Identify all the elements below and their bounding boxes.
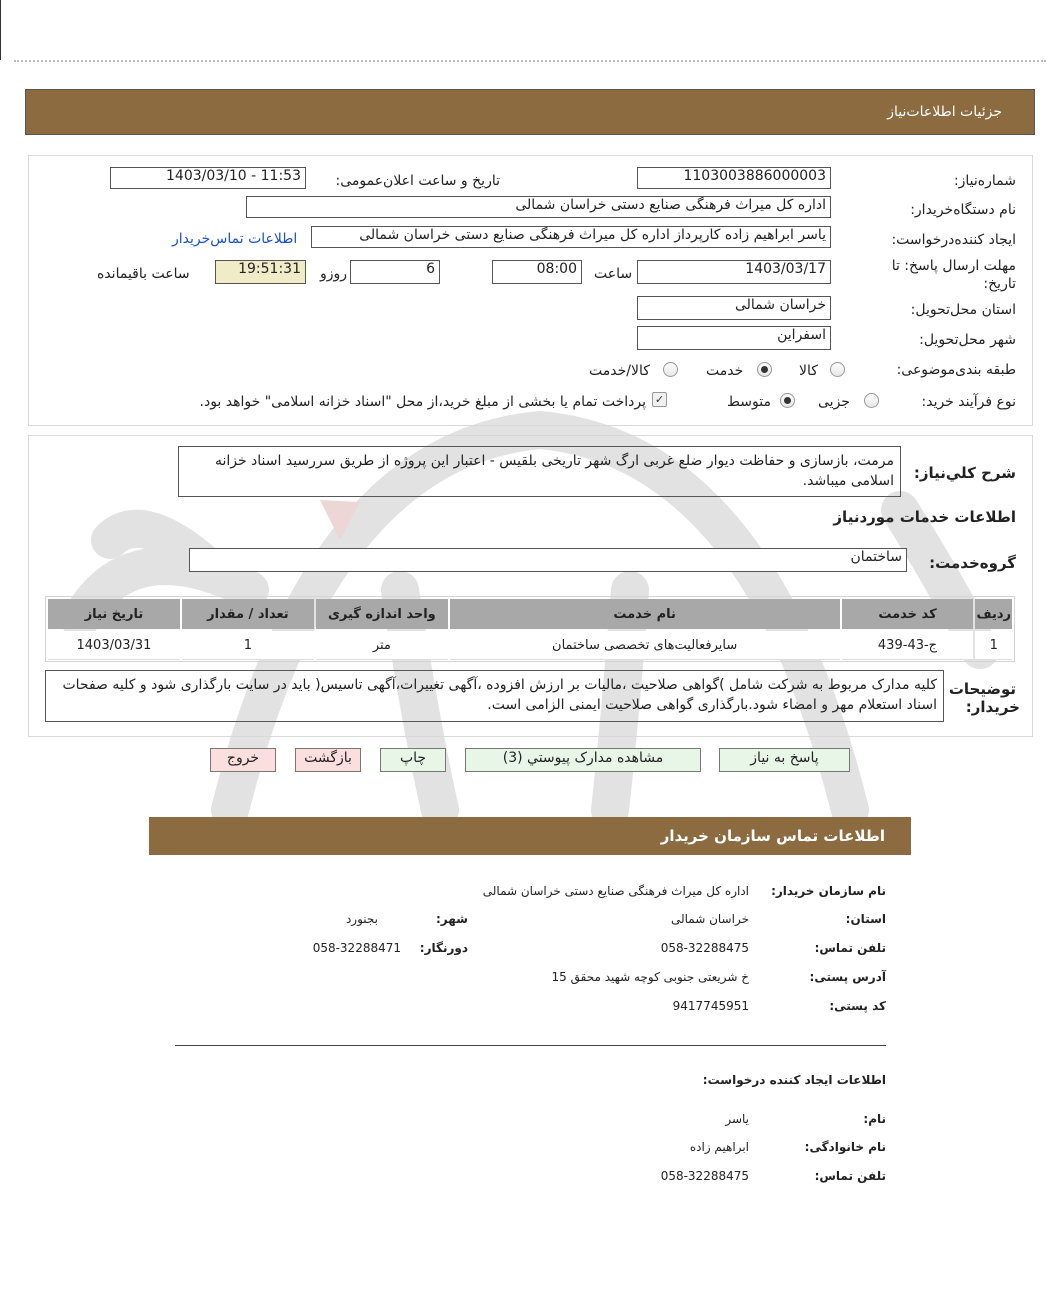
treasury-payment-checkbox[interactable]: ✓ bbox=[652, 392, 667, 407]
creator-last-name-label: نام خانوادگی: bbox=[804, 1140, 886, 1154]
delivery-province-field: خراسان شمالی bbox=[637, 296, 831, 320]
deadline-time-label: ساعت bbox=[594, 266, 633, 282]
buyer-notes-text: کلیه مدارک مربوط به شرکت شامل )گواهی صلاحیت ،مالیات بر ارزش افزوده ،آگهی تغییرات،آگهی تاسیس( باید در سایت بارگذاری شود و کلیه صفحات اسناد استعلام مهر و امضاء شود.بارگذاری گواهی صلاحیت ایمنی الزامی است. bbox=[45, 670, 944, 722]
description-label: شرح کلي‌نیاز: bbox=[913, 464, 1016, 482]
table-row bbox=[48, 631, 1012, 660]
column-header: کد خدمت bbox=[842, 599, 974, 629]
contact-address-value: خ شریعتی جنوبی کوچه شهید محقق 15 bbox=[551, 970, 749, 984]
contact-title: اطلاعات تماس سازمان خریدار bbox=[660, 827, 885, 845]
deadline-date-field: 1403/03/17 bbox=[637, 260, 831, 284]
services-table bbox=[46, 597, 1014, 662]
view-attachments-button[interactable]: مشاهده مدارک پیوستي (3) bbox=[465, 748, 701, 772]
column-header: واحد اندازه گیری bbox=[316, 599, 448, 629]
org-name-label: نام سازمان خریدار: bbox=[771, 884, 886, 898]
contact-fax-value: 058-32288471 bbox=[312, 941, 401, 955]
description-text: مرمت، بازسازی و حفاظت دیوار ضلع غربی ارگ شهر تاریخی بلقیس - اعتبار این پروژه از طریق سررسید اسناد خزانه اسلامی میباشد. bbox=[178, 446, 901, 497]
services-table-header bbox=[48, 599, 1012, 629]
creator-label: ایجاد کننده‌درخواست: bbox=[891, 232, 1016, 248]
treasury-payment-note: پرداخت تمام یا بخشی از مبلغ خرید،از محل "اسناد خزانه اسلامی" خواهد بود. bbox=[199, 394, 646, 410]
contact-province-value: خراسان شمالی bbox=[670, 912, 749, 926]
table-cell: سایرفعالیت‌های تخصصی ساختمان bbox=[450, 631, 840, 660]
buyer-org-label: نام دستگاه‌خریدار: bbox=[910, 202, 1016, 218]
top-divider bbox=[14, 60, 1046, 62]
delivery-province-label: استان محل‌تحویل: bbox=[910, 302, 1016, 318]
contact-divider bbox=[175, 1045, 886, 1046]
creator-field: یاسر ابراهیم زاده کارپرداز اداره کل میراث فرهنگی صنایع دستی خراسان شمالی bbox=[311, 226, 831, 248]
category-service-radio[interactable] bbox=[757, 362, 772, 377]
org-name-value: اداره کل میراث فرهنگی صنایع دستی خراسان شمالی bbox=[482, 884, 749, 898]
column-header: تاریخ نیاز bbox=[48, 599, 180, 629]
process-minor-label: جزیی bbox=[818, 394, 850, 410]
buyer-contact-link[interactable]: اطلاعات تماس‌خریدار bbox=[172, 231, 298, 247]
creator-info-title: اطلاعات ایجاد کننده درخواست: bbox=[702, 1073, 886, 1087]
category-goods-label: کالا bbox=[799, 363, 818, 379]
buyer-notes-label-2: خریدار: bbox=[965, 698, 1020, 716]
delivery-city-label: شهر محل‌تحویل: bbox=[919, 332, 1016, 348]
remaining-time-label: ساعت باقیمانده bbox=[97, 266, 190, 282]
column-header: ردیف bbox=[975, 599, 1012, 629]
creator-first-name-label: نام: bbox=[863, 1112, 886, 1126]
contact-city-label: شهر: bbox=[436, 912, 468, 926]
process-minor-radio[interactable] bbox=[864, 393, 879, 408]
category-both-label: کالا/خدمت bbox=[589, 363, 650, 379]
category-label: طبقه بندی‌موضوعی: bbox=[896, 362, 1016, 378]
page-header bbox=[25, 89, 1035, 135]
contact-province-label: استان: bbox=[845, 912, 886, 926]
creator-phone-value: 058-32288475 bbox=[660, 1169, 749, 1183]
services-title: اطلاعات خدمات موردنیاز bbox=[833, 508, 1016, 526]
buyer-notes-label: توضیحات bbox=[948, 680, 1016, 698]
creator-phone-label: تلفن تماس: bbox=[814, 1169, 886, 1183]
process-medium-label: متوسط bbox=[727, 394, 771, 410]
page-title: جزئیات اطلاعات‌نیاز bbox=[887, 104, 1002, 120]
contact-city-value: بجنورد bbox=[345, 912, 378, 926]
print-button[interactable]: چاپ bbox=[380, 748, 446, 772]
contact-fax-label: دورنگار: bbox=[419, 941, 468, 955]
category-service-label: خدمت bbox=[706, 363, 744, 379]
reply-button[interactable]: پاسخ به نیاز bbox=[719, 748, 850, 772]
column-header: تعداد / مقدار bbox=[182, 599, 314, 629]
contact-postal-value: 9417745951 bbox=[672, 999, 749, 1013]
delivery-city-field: اسفراین bbox=[637, 326, 831, 350]
announce-date-label: تاریخ و ساعت اعلان‌عمومی: bbox=[335, 173, 500, 189]
contact-phone-label: تلفن تماس: bbox=[814, 941, 886, 955]
exit-button[interactable]: خروج bbox=[210, 748, 276, 772]
announce-date-field: 1403/03/10 - 11:53 bbox=[110, 167, 306, 189]
contact-header bbox=[149, 817, 911, 855]
table-cell: متر bbox=[316, 631, 448, 660]
contact-postal-label: کد پستی: bbox=[829, 999, 886, 1013]
buyer-org-field: اداره کل میراث فرهنگی صنایع دستی خراسان شمالی bbox=[246, 196, 831, 218]
category-goods-radio[interactable] bbox=[830, 362, 845, 377]
deadline-time-field: 08:00 bbox=[492, 260, 582, 284]
process-type-label: نوع فرآیند خرید: bbox=[921, 394, 1016, 410]
deadline-date-label: تاریخ: bbox=[983, 276, 1016, 292]
services-table-wrap bbox=[45, 596, 1015, 662]
need-number-field: 1103003886000003 bbox=[637, 167, 831, 189]
remaining-time-field: 19:51:31 bbox=[215, 260, 306, 284]
service-group-field: ساختمان bbox=[189, 548, 907, 572]
window-edge bbox=[0, 0, 1, 60]
back-button[interactable]: بازگشت bbox=[295, 748, 361, 772]
table-cell: 1403/03/31 bbox=[48, 631, 180, 660]
table-cell: ج-43-439 bbox=[842, 631, 974, 660]
contact-address-label: آدرس پستی: bbox=[809, 970, 886, 984]
service-group-label: گروه‌خدمت: bbox=[929, 554, 1016, 572]
days-remaining-field: 6 bbox=[350, 260, 440, 284]
days-label: روزو bbox=[320, 266, 348, 282]
creator-first-name-value: یاسر bbox=[725, 1112, 749, 1126]
deadline-label: مهلت ارسال پاسخ: تا bbox=[891, 258, 1016, 274]
process-medium-radio[interactable] bbox=[780, 393, 795, 408]
need-number-label: شماره‌نیاز: bbox=[953, 173, 1016, 189]
creator-last-name-value: ابراهیم زاده bbox=[689, 1140, 749, 1154]
category-both-radio[interactable] bbox=[663, 362, 678, 377]
table-cell: 1 bbox=[975, 631, 1012, 660]
contact-phone-value: 058-32288475 bbox=[660, 941, 749, 955]
table-cell: 1 bbox=[182, 631, 314, 660]
column-header: نام خدمت bbox=[450, 599, 840, 629]
